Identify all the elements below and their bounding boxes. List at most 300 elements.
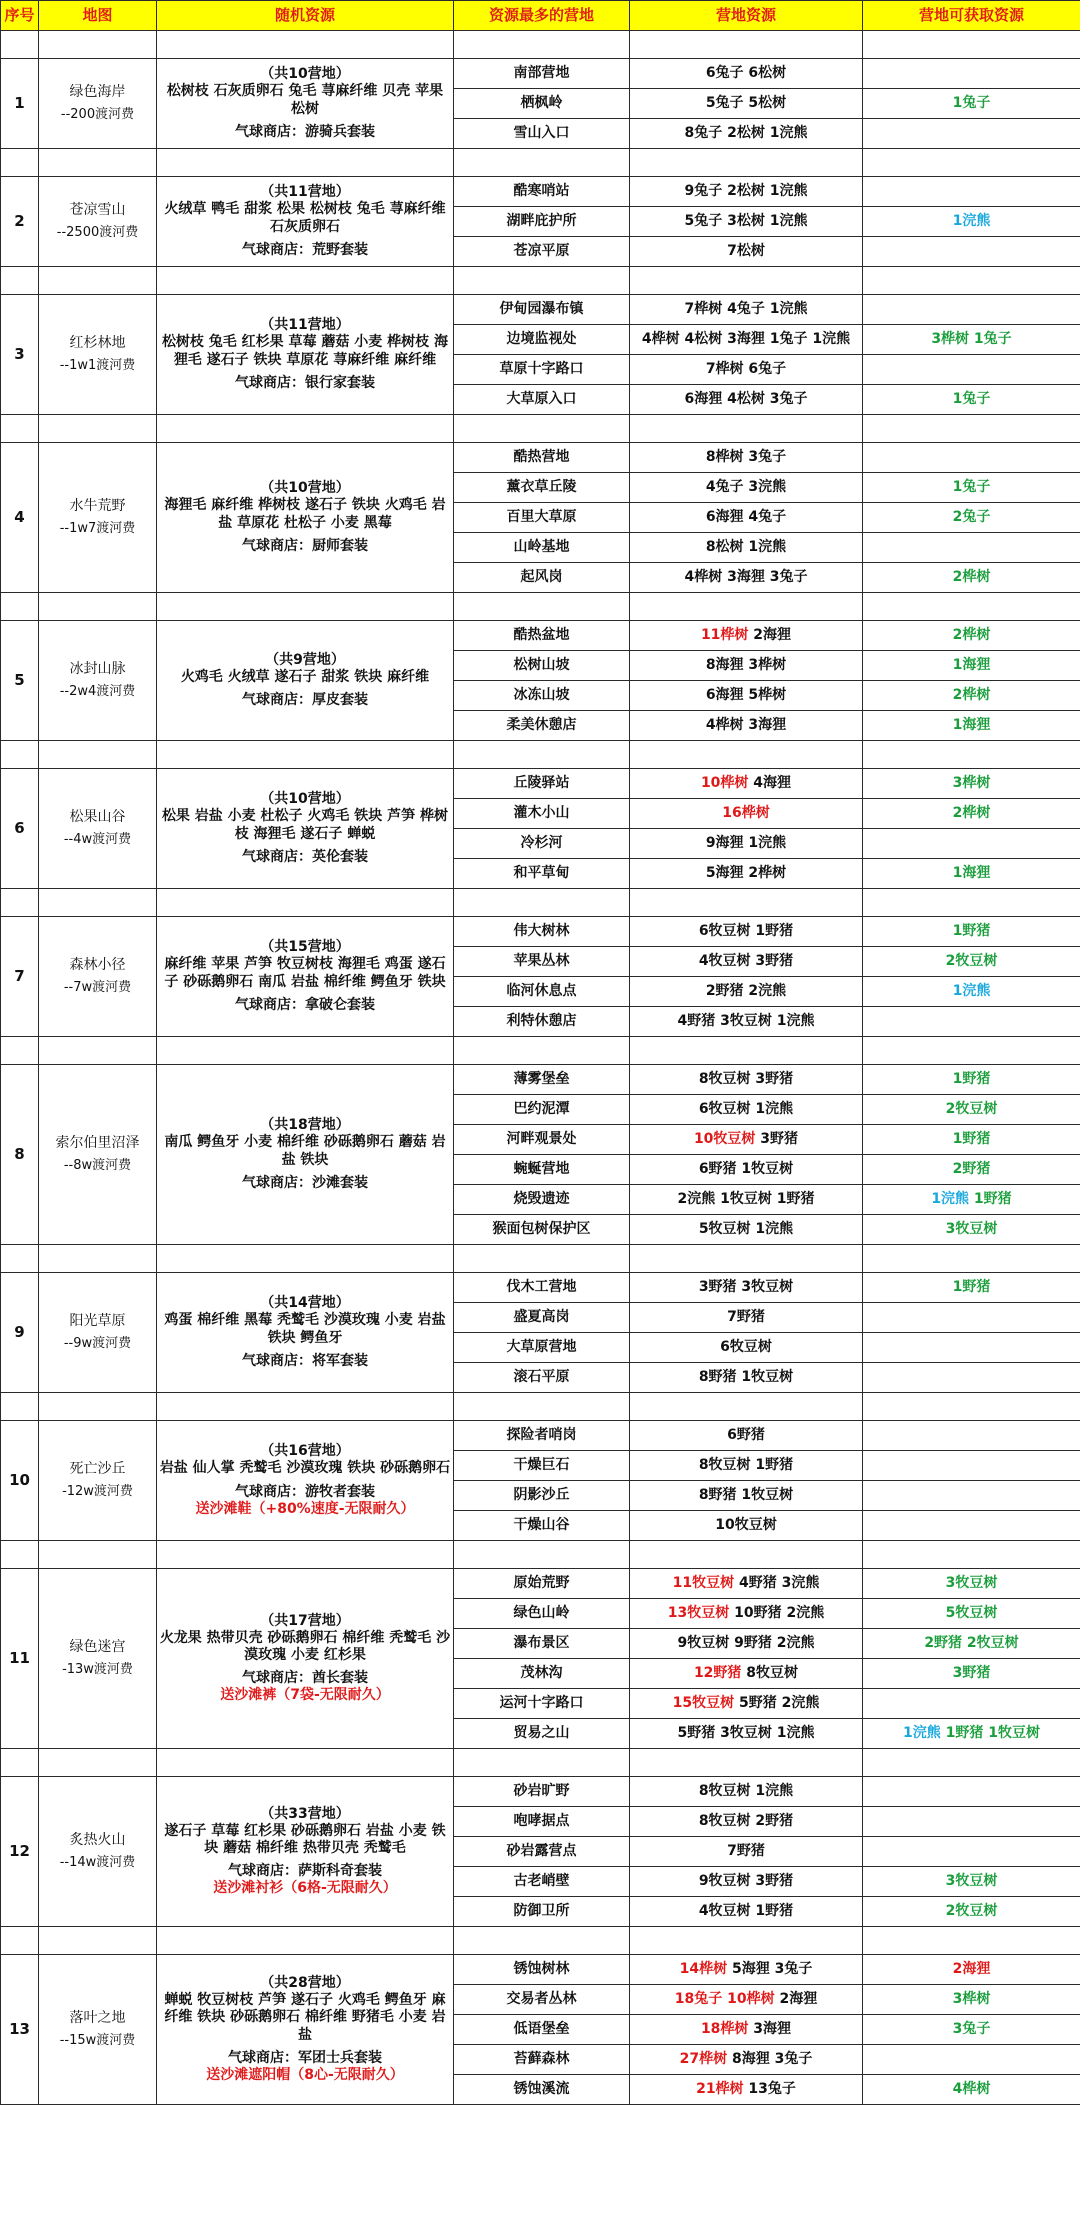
camp-resource-text: 8牧豆树 (741, 1664, 799, 1681)
resource-list: 海狸毛 麻纤维 桦树枝 遂石子 铁块 火鸡毛 岩盐 草原花 杜松子 小麦 黑莓 (164, 497, 446, 531)
obtainable-resources (863, 1481, 1080, 1511)
camp-resource-text: 7桦树 4兔子 1浣熊 (684, 300, 808, 317)
spacer-cell (39, 1037, 157, 1065)
spacer-cell (454, 149, 630, 177)
camp-name: 蜿蜒营地 (454, 1155, 630, 1185)
table-row (1, 59, 1080, 89)
camp-name: 大草原营地 (454, 1333, 630, 1363)
camp-name: 防御卫所 (454, 1897, 630, 1927)
obtainable-text: 5牧豆树 (945, 1604, 998, 1621)
camp-resource-text: 9海狸 1浣熊 (705, 834, 787, 851)
obtainable-text: 1兔子 (952, 478, 991, 495)
map-cell (39, 1777, 157, 1927)
balloon-shop: 气球商店：萨斯科奇套装 (228, 1863, 382, 1880)
spacer-cell (157, 593, 454, 621)
spacer-cell (1, 31, 39, 59)
obtainable-resources (863, 799, 1080, 829)
spacer-cell (863, 267, 1080, 295)
spacer-cell (157, 415, 454, 443)
camp-count: （共11营地） (260, 317, 350, 334)
camp-resource-text: 8海狸 3桦树 (705, 656, 787, 673)
map-name: 冰封山脉 (69, 661, 126, 678)
spacer-cell (454, 741, 630, 769)
obtainable-resources (863, 563, 1080, 593)
camp-name: 瀑布景区 (454, 1629, 630, 1659)
resource-list: 南瓜 鳄鱼牙 小麦 棉纤维 砂砾鹅卵石 蘑菇 岩盐 铁块 (164, 1134, 446, 1168)
spacer-cell (630, 1245, 863, 1273)
camp-resource-text: 16桦树 (722, 804, 770, 821)
camp-resources (630, 799, 863, 829)
obtainable-text: 3兔子 (952, 2020, 991, 2037)
random-resources-cell (157, 1955, 454, 2105)
camp-resource-text: 11桦树 (700, 626, 749, 643)
ferry-cost: --4w渡河费 (63, 832, 132, 848)
camp-count: （共33营地） (260, 1805, 350, 1822)
row-number: 13 (1, 1955, 39, 2105)
obtainable-resources (863, 237, 1080, 267)
ferry-cost: --2500渡河费 (56, 225, 139, 241)
balloon-shop: 气球商店：将军套装 (242, 1352, 368, 1369)
camp-resources (630, 443, 863, 473)
map-name: 红杉林地 (69, 335, 126, 352)
spacer-cell (1, 1037, 39, 1065)
camp-name: 伊甸园瀑布镇 (454, 295, 630, 325)
spacer-cell (454, 267, 630, 295)
obtainable-resources (863, 295, 1080, 325)
camp-name: 酷热盆地 (454, 621, 630, 651)
camp-name: 锈蚀溪流 (454, 2075, 630, 2105)
random-resources-cell (157, 1273, 454, 1393)
camp-resources (630, 385, 863, 415)
obtainable-text: 1海狸 (952, 864, 991, 881)
map-name: 阳光草原 (69, 1313, 126, 1330)
camp-name: 薄雾堡垒 (454, 1065, 630, 1095)
obtainable-resources (863, 1065, 1080, 1095)
camp-resources (630, 1363, 863, 1393)
spacer-cell (39, 1245, 157, 1273)
obtainable-resources (863, 917, 1080, 947)
obtainable-resources (863, 473, 1080, 503)
bonus-gift: 送沙滩遮阳帽（8心-无限耐久） (206, 2066, 404, 2083)
spacer-cell (863, 1749, 1080, 1777)
obtainable-resources (863, 947, 1080, 977)
camp-resource-text: 7野猪 (727, 1842, 765, 1859)
spacer-cell (39, 889, 157, 917)
camp-resource-text: 3野猪 (755, 1130, 799, 1147)
camp-name: 烧毁遗迹 (454, 1185, 630, 1215)
spacer-cell (454, 415, 630, 443)
camp-resources (630, 355, 863, 385)
camp-name: 雪山入口 (454, 119, 630, 149)
spacer-cell (630, 889, 863, 917)
map-cell (39, 1421, 157, 1541)
obtainable-resources (863, 1955, 1080, 1985)
table-row (1, 443, 1080, 473)
map-name: 索尔伯里沼泽 (55, 1135, 140, 1152)
obtainable-resources (863, 1689, 1080, 1719)
camp-name: 探险者哨岗 (454, 1421, 630, 1451)
camp-name: 干燥山谷 (454, 1511, 630, 1541)
spacer-cell (863, 1927, 1080, 1955)
camp-resource-text: 9牧豆树 9野猪 2浣熊 (677, 1634, 815, 1651)
row-number: 12 (1, 1777, 39, 1927)
camp-count: （共28营地） (260, 1975, 350, 1992)
table-row (1, 769, 1080, 799)
table-row (1, 621, 1080, 651)
random-resources-cell (157, 1777, 454, 1927)
obtainable-resources (863, 1985, 1080, 2015)
obtainable-resources (863, 681, 1080, 711)
camp-name: 砂岩旷野 (454, 1777, 630, 1807)
camp-resource-text: 4海狸 (748, 774, 792, 791)
map-cell (39, 1065, 157, 1245)
camp-resources (630, 829, 863, 859)
camp-resources (630, 917, 863, 947)
obtainable-text: 3牧豆树 (945, 1574, 998, 1591)
camp-resources (630, 1807, 863, 1837)
camp-count: （共16营地） (260, 1443, 350, 1460)
resource-list: 遂石子 草莓 红杉果 砂砾鹅卵石 岩盐 小麦 铁块 蘑菇 棉纤维 热带贝壳 秃鹫毛 (164, 1822, 446, 1856)
obtainable-resources (863, 977, 1080, 1007)
obtainable-resources (863, 533, 1080, 563)
camp-count: （共18营地） (260, 1117, 350, 1134)
obtainable-text: 1兔子 (952, 390, 991, 407)
spacer-cell (39, 1749, 157, 1777)
camp-name: 咆哮据点 (454, 1807, 630, 1837)
spacer-cell (454, 593, 630, 621)
spacer-cell (630, 1749, 863, 1777)
camp-name: 利特休憩店 (454, 1007, 630, 1037)
camp-name: 起风岗 (454, 563, 630, 593)
spacer-row (1, 1749, 1080, 1777)
ferry-cost: --8w渡河费 (63, 1158, 132, 1174)
random-resources-cell (157, 1065, 454, 1245)
camp-name: 原始荒野 (454, 1569, 630, 1599)
ferry-cost: -13w渡河费 (62, 1662, 133, 1678)
obtainable-text: 1浣熊 (952, 212, 991, 229)
camp-resources (630, 563, 863, 593)
map-cell (39, 1955, 157, 2105)
camp-resources (630, 1421, 863, 1451)
ferry-cost: --14w渡河费 (59, 1855, 136, 1871)
spacer-cell (630, 31, 863, 59)
spacer-cell (863, 31, 1080, 59)
obtainable-text: 4桦树 (952, 2080, 991, 2097)
obtainable-text: 2桦树 (952, 804, 991, 821)
camp-resources (630, 1837, 863, 1867)
ferry-cost: --1w1渡河费 (59, 358, 136, 374)
camp-resource-text: 5牧豆树 1浣熊 (698, 1220, 794, 1237)
spacer-cell (1, 1927, 39, 1955)
camp-resource-text: 10牧豆树 (715, 1516, 777, 1533)
map-name: 苍凉雪山 (69, 202, 126, 219)
random-resources-cell (157, 443, 454, 593)
camp-resources (630, 651, 863, 681)
spacer-cell (454, 1037, 630, 1065)
resource-list: 火龙果 热带贝壳 砂砾鹅卵石 棉纤维 秃鹫毛 沙漠玫瑰 小麦 红杉果 (159, 1629, 451, 1663)
camp-resource-text: 8野猪 1牧豆树 (698, 1368, 794, 1385)
camp-resources (630, 1007, 863, 1037)
obtainable-text: 2牧豆树 (945, 1902, 998, 1919)
spacer-cell (454, 31, 630, 59)
spacer-cell (454, 1393, 630, 1421)
row-number: 6 (1, 769, 39, 889)
camp-resource-text: 5野猪 3牧豆树 1浣熊 (677, 1724, 815, 1741)
camp-resource-text: 8牧豆树 1野猪 (698, 1456, 794, 1473)
spacer-cell (157, 267, 454, 295)
camp-count: （共10营地） (260, 480, 350, 497)
camp-resources (630, 1777, 863, 1807)
camp-resources (630, 533, 863, 563)
row-number: 3 (1, 295, 39, 415)
map-name: 森林小径 (69, 957, 126, 974)
obtainable-resources (863, 711, 1080, 741)
camp-name: 湖畔庇护所 (454, 207, 630, 237)
random-resources-cell (157, 1569, 454, 1749)
spacer-cell (863, 1037, 1080, 1065)
spacer-cell (157, 1749, 454, 1777)
camp-name: 伐木工营地 (454, 1273, 630, 1303)
spacer-cell (1, 741, 39, 769)
obtainable-resources (863, 1569, 1080, 1599)
camp-count: （共14营地） (260, 1295, 350, 1312)
row-number: 4 (1, 443, 39, 593)
camp-resource-text: 15牧豆树 (672, 1694, 735, 1711)
camp-resource-text: 8牧豆树 2野猪 (698, 1812, 794, 1829)
obtainable-resources (863, 1451, 1080, 1481)
camp-resources (630, 711, 863, 741)
camp-resource-text: 21桦树 (696, 2080, 744, 2097)
bonus-gift: 送沙滩裤（7袋-无限耐久） (220, 1687, 390, 1704)
spacer-cell (863, 741, 1080, 769)
camp-resource-text: 10野猪 2浣熊 (729, 1604, 825, 1621)
obtainable-resources (863, 1125, 1080, 1155)
camp-name: 巴约泥潭 (454, 1095, 630, 1125)
balloon-shop: 气球商店：沙滩套装 (242, 1174, 368, 1191)
camp-resource-text: 6牧豆树 (720, 1338, 772, 1355)
camp-resources (630, 1511, 863, 1541)
header-map: 地图 (39, 1, 157, 31)
camp-resource-text: 5兔子 3松树 1浣熊 (684, 212, 808, 229)
camp-resource-text: 27桦树 (679, 2050, 728, 2067)
spacer-cell (630, 1393, 863, 1421)
header-camp-resources: 营地资源 (630, 1, 863, 31)
random-resources-cell (157, 59, 454, 149)
spacer-row (1, 593, 1080, 621)
camp-resources (630, 119, 863, 149)
obtainable-resources (863, 325, 1080, 355)
camp-resources (630, 503, 863, 533)
obtainable-text: 1兔子 (952, 94, 991, 111)
spacer-cell (39, 267, 157, 295)
camp-resources (630, 1155, 863, 1185)
spacer-cell (863, 149, 1080, 177)
obtainable-resources (863, 859, 1080, 889)
camp-resources (630, 1481, 863, 1511)
spacer-row (1, 1037, 1080, 1065)
camp-name: 古老峭壁 (454, 1867, 630, 1897)
camp-name: 酷热营地 (454, 443, 630, 473)
balloon-shop: 气球商店：英伦套装 (242, 848, 368, 865)
obtainable-resources (863, 1007, 1080, 1037)
obtainable-resources (863, 1421, 1080, 1451)
random-resources-cell (157, 295, 454, 415)
camp-resource-text: 6野猪 (727, 1426, 765, 1443)
resource-list: 鸡蛋 棉纤维 黑莓 秃鹫毛 沙漠玫瑰 小麦 岩盐 铁块 鳄鱼牙 (164, 1312, 446, 1346)
spacer-cell (157, 741, 454, 769)
obtainable-text: 2桦树 (952, 568, 991, 585)
camp-resources (630, 89, 863, 119)
spacer-cell (157, 1037, 454, 1065)
camp-resource-text: 5海狸 2桦树 (705, 864, 787, 881)
camp-resource-text: 3野猪 3牧豆树 (698, 1278, 794, 1295)
spacer-cell (1, 1245, 39, 1273)
obtainable-resources (863, 1363, 1080, 1393)
camp-resources (630, 1273, 863, 1303)
random-resources-cell (157, 769, 454, 889)
resource-list: 松树枝 石灰质卵石 兔毛 荨麻纤维 贝壳 苹果 松树 (166, 83, 444, 117)
obtainable-text: 1野猪 (969, 1190, 1012, 1207)
camp-count: （共9营地） (265, 651, 345, 668)
spacer-cell (157, 889, 454, 917)
spacer-row (1, 31, 1080, 59)
obtainable-text: 3野猪 (952, 1664, 991, 1681)
camp-resource-text: 14桦树 (679, 1960, 728, 1977)
table-row (1, 177, 1080, 207)
map-name: 绿色迷宫 (69, 1639, 126, 1656)
obtainable-text: 1野猪 1牧豆树 (940, 1724, 1040, 1741)
spacer-cell (630, 1037, 863, 1065)
map-cell (39, 1273, 157, 1393)
camp-resource-text: 6海狸 4松树 3兔子 (684, 390, 808, 407)
camp-name: 猴面包树保护区 (454, 1215, 630, 1245)
camp-name: 苹果丛林 (454, 947, 630, 977)
spacer-cell (454, 1541, 630, 1569)
spacer-cell (630, 415, 863, 443)
obtainable-resources (863, 1185, 1080, 1215)
obtainable-resources (863, 621, 1080, 651)
camp-name: 贸易之山 (454, 1719, 630, 1749)
balloon-shop: 气球商店：银行家套装 (235, 374, 375, 391)
balloon-shop: 气球商店：厚皮套装 (242, 692, 368, 709)
spacer-cell (630, 1541, 863, 1569)
camp-resources (630, 1185, 863, 1215)
camp-resources (630, 1333, 863, 1363)
obtainable-resources (863, 1629, 1080, 1659)
camp-name: 低语堡垒 (454, 2015, 630, 2045)
obtainable-text: 2兔子 (952, 508, 991, 525)
camp-name: 和平草甸 (454, 859, 630, 889)
spacer-cell (1, 889, 39, 917)
obtainable-resources (863, 1215, 1080, 1245)
camp-name: 锈蚀树林 (454, 1955, 630, 1985)
camp-resource-text: 13兔子 (743, 2080, 796, 2097)
ferry-cost: --7w渡河费 (63, 980, 132, 996)
ferry-cost: --1w7渡河费 (59, 521, 136, 537)
header-row (1, 1, 1080, 31)
camp-resources (630, 1719, 863, 1749)
camp-resources (630, 1569, 863, 1599)
row-number: 7 (1, 917, 39, 1037)
spacer-cell (157, 1245, 454, 1273)
spacer-cell (1, 267, 39, 295)
camp-resource-text: 4兔子 3浣熊 (705, 478, 787, 495)
random-resources-cell (157, 1421, 454, 1541)
obtainable-resources (863, 1095, 1080, 1125)
spacer-cell (39, 149, 157, 177)
spacer-cell (39, 593, 157, 621)
camp-resource-text: 7桦树 6兔子 (705, 360, 787, 377)
spacer-cell (630, 1927, 863, 1955)
camp-resources (630, 947, 863, 977)
camp-resources (630, 1689, 863, 1719)
obtainable-resources (863, 1511, 1080, 1541)
resource-list: 岩盐 仙人掌 秃鹫毛 沙漠玫瑰 铁块 砂砾鹅卵石 (159, 1460, 451, 1477)
obtainable-text: 1野猪 (952, 1278, 991, 1295)
obtainable-resources (863, 829, 1080, 859)
camp-name: 冰冻山坡 (454, 681, 630, 711)
obtainable-resources (863, 1599, 1080, 1629)
obtainable-text: 3桦树 (952, 774, 991, 791)
obtainable-text: 1海狸 (952, 656, 991, 673)
obtainable-text: 3桦树 1兔子 (931, 330, 1012, 347)
spacer-cell (157, 1541, 454, 1569)
obtainable-resources (863, 1155, 1080, 1185)
camp-name: 交易者丛林 (454, 1985, 630, 2015)
spacer-cell (39, 1927, 157, 1955)
row-number: 9 (1, 1273, 39, 1393)
camp-resources (630, 859, 863, 889)
bonus-gift: 送沙滩鞋（+80%速度-无限耐久） (195, 1500, 415, 1517)
obtainable-resources (863, 1303, 1080, 1333)
spacer-row (1, 267, 1080, 295)
map-cell (39, 59, 157, 149)
camp-resource-text: 8兔子 2松树 1浣熊 (684, 124, 808, 141)
camp-resources (630, 1065, 863, 1095)
spacer-row (1, 1927, 1080, 1955)
spacer-cell (863, 1541, 1080, 1569)
balloon-shop: 气球商店：酋长套装 (242, 1670, 368, 1687)
camp-name: 草原十字路口 (454, 355, 630, 385)
obtainable-text: 2野猪 (952, 1160, 991, 1177)
spacer-cell (157, 31, 454, 59)
camp-resources (630, 977, 863, 1007)
camp-resource-text: 4野猪 3浣熊 (734, 1574, 820, 1591)
header-top-camp: 资源最多的营地 (454, 1, 630, 31)
camp-name: 滚石平原 (454, 1363, 630, 1393)
table-body (1, 31, 1080, 2105)
balloon-shop: 气球商店：厨师套装 (242, 537, 368, 554)
camp-resource-text: 7松树 (727, 242, 765, 259)
camp-resource-text: 5海狸 3兔子 (727, 1960, 813, 1977)
row-number: 10 (1, 1421, 39, 1541)
camp-name: 干燥巨石 (454, 1451, 630, 1481)
camp-resource-text: 12野猪 (693, 1664, 742, 1681)
ferry-cost: --9w渡河费 (63, 1336, 132, 1352)
camp-resources (630, 237, 863, 267)
balloon-shop: 气球商店：游牧者套装 (235, 1483, 375, 1500)
obtainable-text: 2桦树 (952, 686, 991, 703)
bonus-gift: 送沙滩衬衫（6格-无限耐久） (213, 1880, 397, 1897)
map-cell (39, 769, 157, 889)
map-cell (39, 1569, 157, 1749)
spacer-cell (454, 1749, 630, 1777)
camp-resources (630, 177, 863, 207)
map-cell (39, 621, 157, 741)
table-row (1, 1569, 1080, 1599)
resource-list: 松树枝 兔毛 红杉果 草莓 蘑菇 小麦 桦树枝 海狸毛 遂石子 铁块 草原花 荨麻纤维 麻纤维 (161, 334, 449, 368)
camp-resources (630, 621, 863, 651)
